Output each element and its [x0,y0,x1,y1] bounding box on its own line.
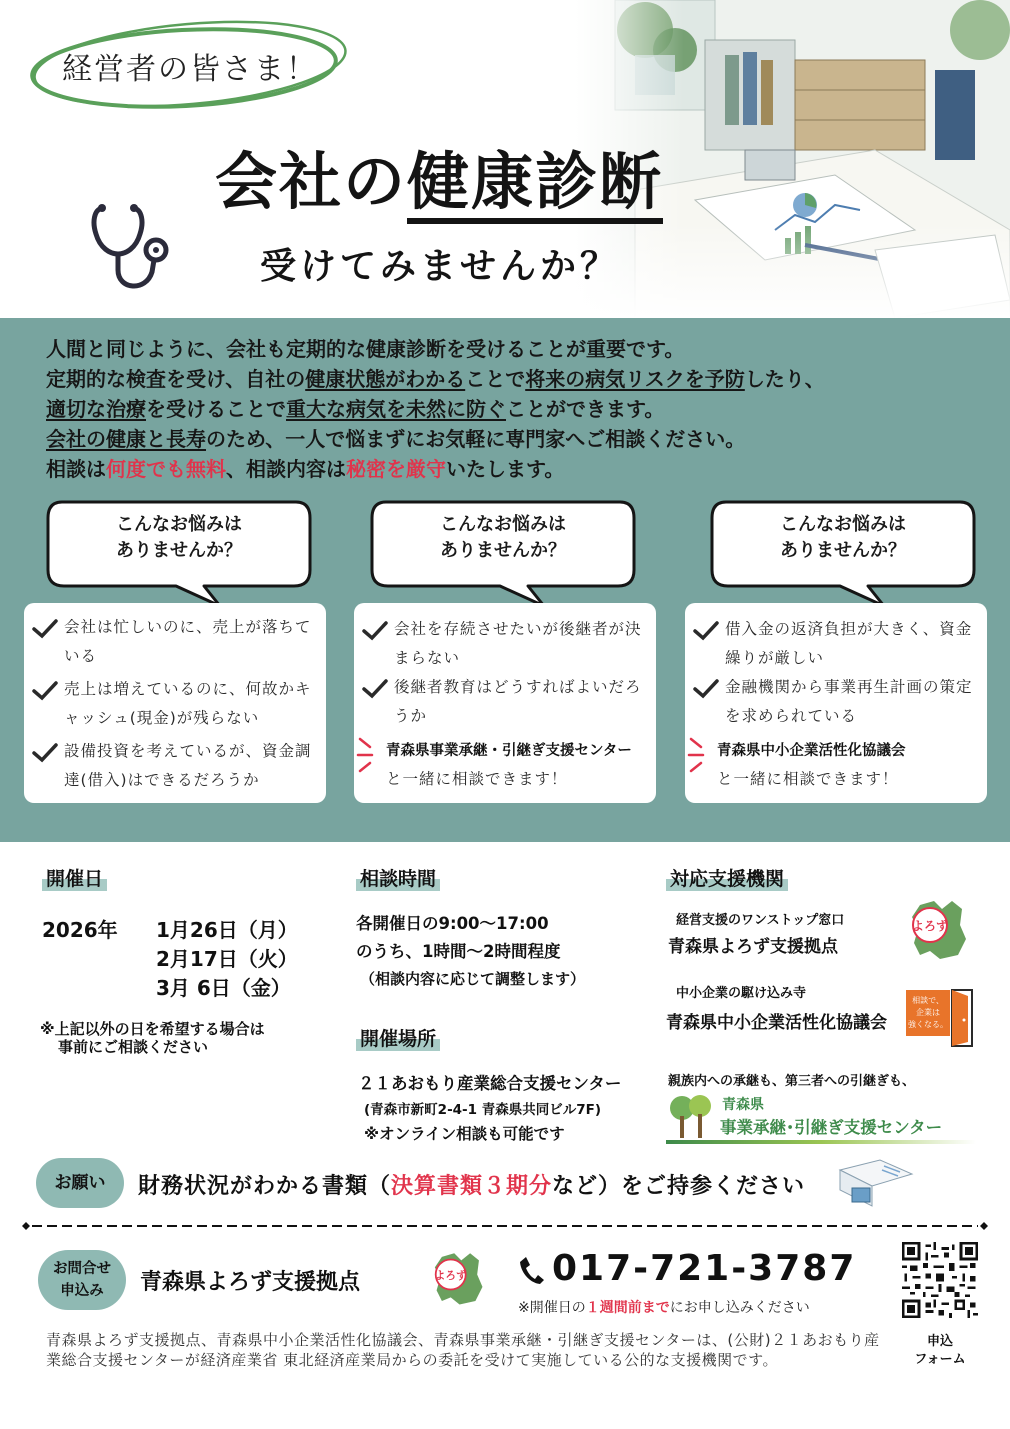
checkmark-icon [32,743,58,763]
yorozu-logo-icon [424,1248,488,1308]
succession-center-name: 青森県事業承継・引継ぎ支援センター [386,743,632,759]
venue-address: (青森市新町2-4-1 青森県共同ビル7F) [364,1102,602,1118]
svg-text:よろず: よろず [911,919,949,933]
documents-icon [836,1156,916,1210]
succession-logo-underline [666,1140,976,1144]
dashed-divider [22,1222,988,1230]
succession-logo-small: 青森県 [722,1097,764,1113]
time-line-3: （相談内容に応じて調整します） [360,970,586,988]
request-badge: お願い [36,1158,124,1208]
concern-card-3: 借入金の返済負担が大きく、資金繰りが厳しい 金融機関から事業再生計画の策定を求められている 青森県中小企業活性化協議会 と一緒に相談できます！ [685,603,987,803]
sparkle-icon [356,735,378,777]
event-date-1: 1月26日（月） [156,918,298,942]
checkmark-icon [32,681,58,701]
intro-line-5: 相談は何度でも無料、相談内容は秘密を厳守いたします。 [46,457,565,481]
checkmark-icon [693,621,719,641]
time-heading: 相談時間 [356,864,440,891]
org2-name: 青森県中小企業活性化協議会 [666,1013,887,1033]
council-logo [906,988,976,1050]
request-text: 財務状況がわかる書類（決算書類３期分など）をご持参ください [138,1174,806,1199]
bubble-text-2: こんなお悩みは ありませんか？ [440,514,566,561]
checkmark-icon [362,679,388,699]
qr-label: 申込 フォーム [914,1334,966,1367]
event-date-3: 3月 6日（金） [156,976,291,1000]
time-line-2: のうち、1時間〜2時間程度 [356,942,561,961]
dates-note-2: 事前にご相談ください [58,1038,209,1056]
dates-note-1: ※上記以外の日を希望する場合は [40,1020,265,1038]
org3-tagline: 親族内への承継も、第三者への引継ぎも、 [668,1074,916,1089]
orgs-heading: 対応支援機関 [666,864,788,891]
footer-note: 青森県よろず支援拠点、青森県中小企業活性化協議会、青森県事業承継・引継ぎ支援センターは、(公財)２１あおもり産業総合支援センターが経済産業省 東北経済産業局からの委託を受けて実施している公的な支援機関です。 [46,1331,880,1369]
venue-heading: 開催場所 [356,1024,440,1051]
checkmark-icon [362,621,388,641]
checkmark-icon [32,619,58,639]
concern-card-1: 会社は忙しいのに、売上が落ちている 売上は増えているのに、何故かキャッシュ(現金)が残らない 設備投資を考えているが、資金調達(借入)はできるだろうか [24,603,326,803]
tree-icon [666,1092,718,1142]
title-part1: 会社の [215,145,408,218]
qr-code-icon[interactable] [902,1242,978,1318]
time-line-1: 各開催日の9:00〜17:00 [356,914,549,933]
event-year: 2026年 [42,918,118,942]
succession-logo-big: 事業承継･引継ぎ支援センター [720,1118,943,1137]
contact-badge: お問合せ 申込み [38,1250,126,1310]
bubble-text-3: こんなお悩みは ありませんか？ [780,514,906,561]
dates-heading: 開催日 [42,864,107,891]
door-icon [950,988,976,1050]
revitalization-council-name: 青森県中小企業活性化協議会 [717,743,906,759]
bubble-text-1: こんなお悩みは ありませんか？ [116,514,242,561]
svg-text:よろず: よろず [434,1269,467,1282]
intro-line-2: 定期的な検査を受け、自社の健康状態がわかることで将来の病気リスクを予防したり、 [46,367,825,391]
subtitle: 受けてみませんか？ [260,246,621,287]
together-text: と一緒に相談できます！ [386,770,568,788]
checkmark-icon [693,679,719,699]
venue-name: ２１あおもり産業総合支援センター [358,1074,622,1093]
succession-center-logo [666,1092,976,1146]
greeting-text: 経営者の皆さま！ [62,52,318,87]
org1-name: 青森県よろず支援拠点 [668,937,838,957]
contact-org: 青森県よろず支援拠点 [140,1270,361,1295]
title-part2: 健康診断 [407,145,663,224]
stethoscope-icon [88,200,178,300]
org1-tagline: 経営支援のワンストップ窓口 [676,913,845,928]
phone-number[interactable]: 017-721-3787 [552,1248,857,1289]
intro-line-1: 人間と同じように、会社も定期的な健康診断を受けることが重要です。 [46,337,685,361]
main-title [215,132,663,221]
concern-card-2: 会社を存続させたいが後継者が決まらない 後継者教育はどうすればよいだろうか 青森県事業承継・引継ぎ支援センター と一緒に相談できます！ [354,603,656,803]
intro-line-3: 適切な治療を受けることで重大な病気を未然に防ぐことができます。 [46,397,665,421]
yorozu-logo-icon [900,895,972,963]
sparkle-icon [687,735,709,777]
council-logo-panel: 相談で、 企業は 強くなる。 [906,990,950,1036]
phone-icon [518,1255,544,1285]
org2-tagline: 中小企業の駆け込み寺 [676,986,807,1001]
online-note: ※オンライン相談も可能です [364,1125,565,1143]
intro-line-4: 会社の健康と長寿のため、一人で悩まずにお気軽に専門家へご相談ください。 [46,427,746,451]
event-date-2: 2月17日（火） [156,947,298,971]
together-text: と一緒に相談できます！ [717,770,899,788]
deadline-note: ※開催日の１週間前までにお申し込みください [518,1300,810,1316]
